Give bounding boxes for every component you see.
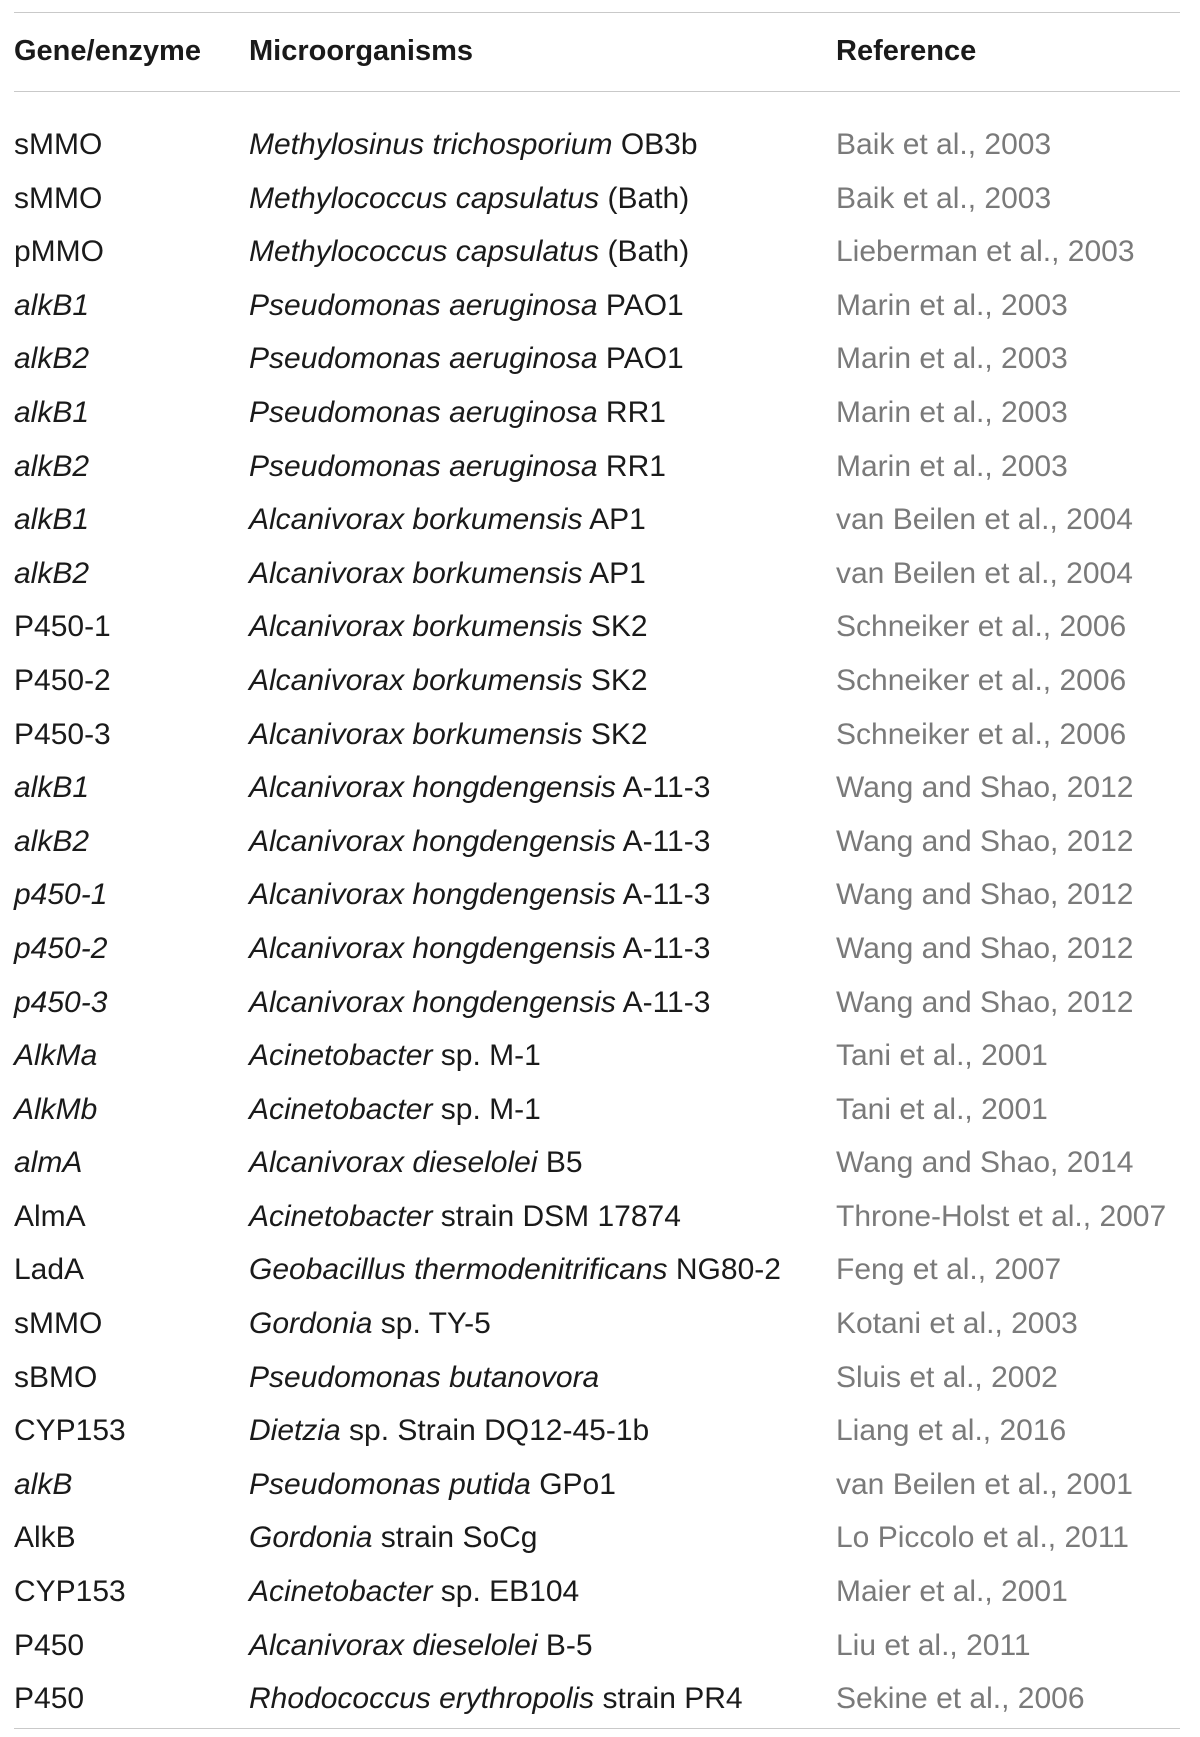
organism-strain: strain SoCg [372,1521,538,1555]
organism-cell [249,654,648,708]
organism-strain: GPo1 [530,1467,616,1501]
reference-cell: Maier et al., 2001 [836,1575,1068,1609]
table-row [14,708,1180,762]
table-row [14,654,1180,708]
organism-name: Methylosinus trichosporium [249,128,613,161]
organism-strain: PAO1 [597,288,684,322]
gene-cell: alkB2 [14,824,90,858]
organism-cell [249,868,710,922]
organism-cell [249,1404,649,1458]
organism-strain: AP1 [582,556,646,590]
organism-strain: (Bath) [599,181,690,215]
header-rule [14,91,1180,92]
reference-cell: van Beilen et al., 2004 [836,556,1133,590]
table-row [14,976,1180,1030]
organism-name: Pseudomonas aeruginosa [249,449,598,483]
organism-cell [249,1351,599,1405]
table-row [14,1672,1180,1726]
organism-cell [249,1511,538,1565]
organism-cell [249,1136,583,1190]
table-row [14,118,1180,172]
organism-strain: A-11-3 [615,771,711,805]
organism-strain: NG80-2 [667,1253,781,1287]
reference-cell: Wang and Shao, 2012 [836,771,1134,805]
organism-strain: SK2 [582,610,648,644]
table-header [14,12,1180,91]
organism-name: Pseudomonas aeruginosa [249,395,598,429]
gene-cell: alkB1 [14,771,90,805]
gene-cell: sMMO [14,128,103,161]
table-row [14,815,1180,869]
organism-cell [249,118,698,172]
organism-strain: SK2 [582,663,648,697]
organism-strain: SK2 [582,717,648,751]
gene-cell: P450 [14,1628,85,1662]
organism-strain: A-11-3 [615,985,711,1019]
gene-cell: alkB2 [14,449,90,483]
reference-cell: van Beilen et al., 2001 [836,1467,1133,1501]
gene-cell: P450-3 [14,717,111,751]
gene-cell: almA [14,1146,83,1180]
reference-cell: Schneiker et al., 2006 [836,663,1127,697]
table-row [14,547,1180,601]
reference-cell: Schneiker et al., 2006 [836,717,1127,751]
organism-name: Alcanivorax hongdengensis [249,878,616,912]
organism-name: Alcanivorax dieselolei [249,1146,538,1180]
organism-cell [249,1458,616,1512]
reference-cell: Sluis et al., 2002 [836,1360,1058,1394]
organism-name: Acinetobacter [249,1092,433,1126]
gene-cell: alkB2 [14,556,90,590]
table-row [14,1029,1180,1083]
reference-cell: Baik et al., 2003 [836,181,1052,215]
organism-cell [249,976,710,1030]
reference-cell: Schneiker et al., 2006 [836,610,1127,644]
table-row [14,1083,1180,1137]
organism-name: Rhodococcus erythropolis [249,1682,595,1716]
reference-cell: Feng et al., 2007 [836,1253,1062,1287]
table-row [14,493,1180,547]
organism-name: Acinetobacter [249,1039,433,1073]
reference-cell: Lieberman et al., 2003 [836,235,1135,269]
organism-name: Methylococcus capsulatus [249,181,600,215]
organism-name: Alcanivorax hongdengensis [249,771,616,805]
organism-cell [249,815,710,869]
reference-cell: Lo Piccolo et al., 2011 [836,1521,1129,1555]
header-reference: Reference [836,35,977,67]
table-row [14,868,1180,922]
gene-cell: sMMO [14,1307,103,1341]
organism-cell [249,1083,541,1137]
organism-cell [249,547,646,601]
table-row [14,761,1180,815]
organism-strain: A-11-3 [615,878,711,912]
organism-name: Alcanivorax hongdengensis [249,985,616,1019]
table-row [14,1565,1180,1619]
organism-name: Alcanivorax borkumensis [249,717,583,751]
organism-strain: B5 [537,1146,583,1180]
gene-cell: alkB1 [14,288,90,322]
organism-cell [249,1297,491,1351]
reference-cell: Marin et al., 2003 [836,449,1068,483]
organism-strain: B-5 [537,1628,593,1662]
gene-cell: alkB1 [14,503,90,537]
reference-cell: Tani et al., 2001 [836,1039,1048,1073]
table-row [14,1404,1180,1458]
organism-strain: OB3b [612,128,698,161]
gene-cell: p450-3 [14,985,108,1019]
table-row [14,172,1180,226]
reference-cell: Marin et al., 2003 [836,395,1068,429]
organism-name: Methylococcus capsulatus [249,235,600,269]
table-row [14,1351,1180,1405]
reference-cell: Liu et al., 2011 [836,1628,1031,1662]
reference-cell: Marin et al., 2003 [836,342,1068,376]
table-row [14,279,1180,333]
organism-name: Gordonia [249,1521,373,1555]
table-row [14,1136,1180,1190]
gene-cell: sMMO [14,181,103,215]
gene-cell: pMMO [14,235,104,269]
organism-strain: A-11-3 [615,824,711,858]
organism-name: Pseudomonas aeruginosa [249,288,598,322]
organism-name: Alcanivorax borkumensis [249,556,583,590]
table-row [14,332,1180,386]
gene-cell: alkB1 [14,395,90,429]
reference-cell: Throne-Holst et al., 2007 [836,1199,1167,1233]
table-body [14,118,1180,1726]
gene-cell: alkB [14,1467,73,1501]
organism-name: Alcanivorax hongdengensis [249,931,616,965]
organism-strain: RR1 [597,449,666,483]
organism-strain: AP1 [582,503,646,537]
organism-cell [249,1672,743,1726]
organism-cell [249,1243,781,1297]
organism-name: Gordonia [249,1307,373,1341]
reference-cell: van Beilen et al., 2004 [836,503,1133,537]
gene-cell: LadA [14,1253,85,1287]
organism-cell [249,1029,541,1083]
gene-cell: P450-2 [14,663,111,697]
reference-cell: Baik et al., 2003 [836,128,1052,161]
organism-name: Acinetobacter [249,1199,433,1233]
reference-cell: Wang and Shao, 2012 [836,824,1134,858]
organism-strain: sp. TY-5 [372,1307,491,1341]
organism-cell [249,922,710,976]
organism-name: Pseudomonas butanovora [249,1360,600,1394]
gene-cell: CYP153 [14,1575,126,1609]
organism-cell [249,386,666,440]
table-row [14,1243,1180,1297]
gene-cell: AlkMb [14,1092,98,1126]
table-row [14,440,1180,494]
reference-cell: Wang and Shao, 2012 [836,985,1134,1019]
organism-cell [249,761,710,815]
organism-cell [249,493,646,547]
organism-name: Alcanivorax borkumensis [249,503,583,537]
reference-cell: Tani et al., 2001 [836,1092,1048,1126]
table-row [14,1297,1180,1351]
organism-strain: sp. Strain DQ12-45-1b [340,1414,650,1448]
organism-name: Pseudomonas putida [249,1467,531,1501]
organism-cell [249,1619,593,1673]
organism-name: Geobacillus thermodenitrificans [249,1253,668,1287]
reference-cell: Liang et al., 2016 [836,1414,1067,1448]
reference-cell: Sekine et al., 2006 [836,1682,1085,1716]
organism-name: Dietzia [249,1414,341,1448]
organism-cell [249,225,689,279]
gene-cell: P450-1 [14,610,111,644]
organism-name: Alcanivorax dieselolei [249,1628,538,1662]
reference-cell: Wang and Shao, 2012 [836,878,1134,912]
table-row [14,600,1180,654]
organism-cell [249,708,648,762]
bottom-rule [14,1728,1180,1729]
table-row [14,1190,1180,1244]
gene-cell: AlkB [14,1521,76,1555]
table-row [14,225,1180,279]
organism-strain: strain DSM 17874 [432,1199,681,1233]
table-row [14,1458,1180,1512]
organism-cell [249,1565,579,1619]
organism-cell [249,1190,681,1244]
organism-strain: strain PR4 [594,1682,743,1716]
organism-strain: RR1 [597,395,666,429]
table-row [14,386,1180,440]
organism-cell [249,440,666,494]
organism-strain: sp. M-1 [432,1092,541,1126]
gene-cell: alkB2 [14,342,90,376]
reference-cell: Wang and Shao, 2014 [836,1146,1134,1180]
gene-cell: P450 [14,1682,85,1716]
gene-cell: CYP153 [14,1414,126,1448]
reference-cell: Wang and Shao, 2012 [836,931,1134,965]
organism-name: Alcanivorax borkumensis [249,663,583,697]
table-row [14,1619,1180,1673]
organism-name: Acinetobacter [249,1575,433,1609]
reference-cell: Marin et al., 2003 [836,288,1068,322]
header-organism: Microorganisms [249,35,473,67]
table-row [14,922,1180,976]
organism-cell [249,172,689,226]
organism-strain: PAO1 [597,342,684,376]
gene-cell: AlkMa [14,1039,98,1073]
organism-cell [249,279,684,333]
organism-strain: A-11-3 [615,931,711,965]
organism-name: Alcanivorax borkumensis [249,610,583,644]
header-gene: Gene/enzyme [14,35,201,67]
organism-strain: (Bath) [599,235,690,269]
gene-cell: p450-2 [14,931,108,965]
organism-strain: sp. EB104 [432,1575,580,1609]
organism-cell [249,600,648,654]
table-row [14,1511,1180,1565]
gene-cell: p450-1 [14,878,108,912]
organism-name: Pseudomonas aeruginosa [249,342,598,376]
reference-cell: Kotani et al., 2003 [836,1307,1078,1341]
organism-strain: sp. M-1 [432,1039,541,1073]
gene-cell: AlmA [14,1199,86,1233]
organism-cell [249,332,684,386]
gene-cell: sBMO [14,1360,98,1394]
organism-name: Alcanivorax hongdengensis [249,824,616,858]
